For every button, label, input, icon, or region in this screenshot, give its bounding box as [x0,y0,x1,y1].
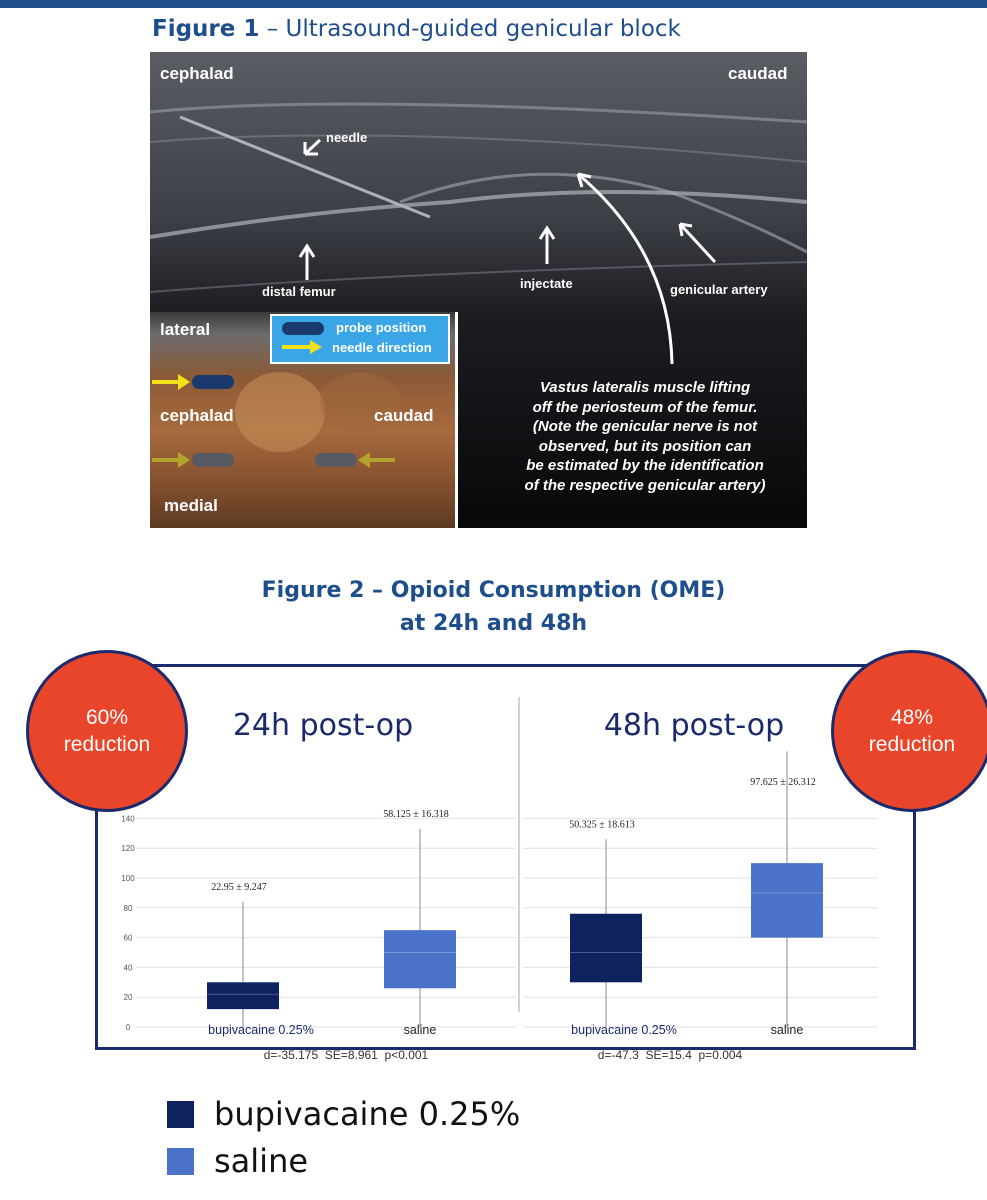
caption-line: be estimated by the identification [526,457,764,474]
y-tick-label: 80 [123,903,133,913]
box-value-label: 22.95 ± 9.247 [211,881,267,893]
figure1-title [152,16,681,42]
label-needle-direction: needle direction [332,340,432,355]
y-tick-label: 0 [125,1023,131,1032]
box-value-label: 58.125 ± 16.318 [383,808,449,820]
probe-legend [270,314,450,364]
label-probe-position: probe position [336,320,427,335]
legend-swatch-bupivacaine [167,1101,194,1128]
caption-line: off the periosteum of the femur. [532,398,758,416]
stats-row [0,1046,987,1066]
label-caudad-top: caudad [728,64,788,83]
figure1-title-bold: Figure 1 [152,16,260,42]
label-lateral: lateral [160,320,211,339]
reduction-badge-24h [26,650,188,812]
label-distal-femur: distal femur [262,284,336,299]
caption-line: of the respective genicular artery) [524,476,766,494]
y-tick-label: 140 [121,814,135,824]
label-needle: needle [326,130,368,145]
box-value-label: 97.625 ± 26.312 [750,777,816,788]
category-label: bupivacaine 0.25% [571,1023,677,1037]
stats-text: d=-35.175 SE=8.961 p<0.001 [263,1048,429,1062]
top-accent-bar [0,0,987,8]
legend-label-bupivacaine: bupivacaine 0.25% [214,1095,521,1133]
caption-line: observed, but its position can [538,437,752,455]
y-tick-label: 100 [121,874,135,883]
label-genicular-artery: genicular artery [670,282,768,297]
box-saline [751,863,823,938]
legend-label-saline: saline [214,1142,309,1180]
panel-title: 48h post-op [603,708,785,743]
chart-panel [95,664,916,1050]
ultrasound-image [150,52,807,528]
boxplot-chart [98,667,913,1047]
reduction-text-24h: reduction [63,733,151,756]
box-bupivacaine [570,914,642,983]
y-tick-label: 40 [123,963,133,973]
label-cephalad-inset: cephalad [160,406,234,425]
reduction-text-48h: reduction [868,733,956,756]
caption-line: Vastus lateralis muscle lifting [539,379,751,396]
category-label: saline [770,1023,804,1037]
label-caudad-inset: caudad [374,406,434,425]
figure2-title-line1: Figure 2 – Opioid Consumption (OME) [261,578,726,603]
legend-item-bupivacaine [167,1095,520,1133]
label-injectate: injectate [520,276,573,291]
legend-swatch-saline [167,1148,194,1175]
reduction-badge-48h [831,650,987,812]
figure1-title-rest: – Ultrasound-guided genicular block [259,16,681,42]
ultrasound-caption [495,378,795,495]
box-saline [384,930,456,988]
panel-title: 24h post-op [232,708,414,743]
label-medial: medial [164,496,218,515]
legend-item-saline [167,1142,308,1180]
figure2-title-line2: at 24h and 48h [399,611,588,636]
caption-line: (Note the genicular nerve is not [532,418,758,435]
stats-text: d=-47.3 SE=15.4 p=0.004 [597,1048,743,1062]
y-tick-label: 20 [123,993,133,1003]
y-tick-label: 60 [123,933,133,943]
label-cephalad-top: cephalad [160,64,234,83]
box-bupivacaine [207,982,279,1009]
category-label: bupivacaine 0.25% [208,1023,314,1037]
box-value-label: 50.325 ± 18.613 [569,819,635,831]
reduction-pct-24h: 60% [85,706,129,729]
category-label: saline [403,1023,437,1037]
reduction-pct-48h: 48% [890,706,934,729]
y-tick-label: 120 [121,844,135,854]
